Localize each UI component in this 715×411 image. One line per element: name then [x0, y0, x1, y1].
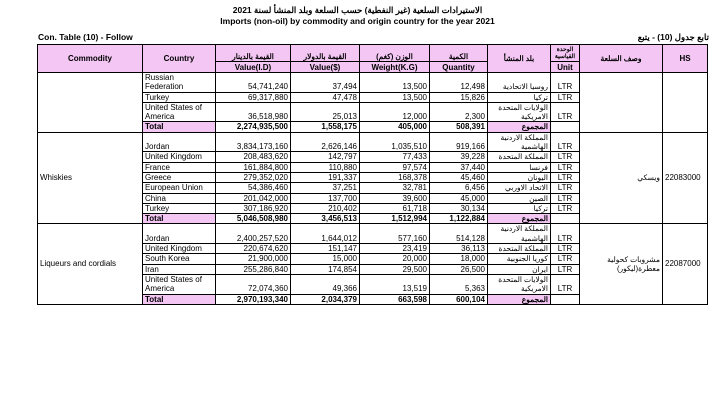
country-cell: Greece: [143, 172, 216, 182]
value-usd-cell: 15,000: [291, 254, 360, 264]
total-quantity: 508,391: [430, 122, 488, 132]
weight-cell: 61,718: [360, 203, 430, 213]
country-cell: China: [143, 193, 216, 203]
table-caption-arabic: تابع جدول (10) - يتبع: [637, 32, 709, 42]
origin-ar-cell: ايران: [488, 264, 551, 274]
value-usd-cell: 191,337: [291, 172, 360, 182]
value-usd-cell: 110,880: [291, 162, 360, 172]
weight-cell: 29,500: [360, 264, 430, 274]
total-value-id: 2,970,193,340: [216, 294, 291, 304]
total-value-usd: 2,034,379: [291, 294, 360, 304]
quantity-cell: 919,166: [430, 132, 488, 152]
quantity-cell: 30,134: [430, 203, 488, 213]
header-origin-ar: بلد المنشأ: [488, 45, 551, 73]
imports-table: [37, 44, 708, 305]
country-cell: European Union: [143, 183, 216, 193]
origin-ar-cell: اليونان: [488, 172, 551, 182]
country-cell: South Korea: [143, 254, 216, 264]
origin-ar-cell: كوريا الجنوبية: [488, 254, 551, 264]
unit-cell: LTR: [551, 264, 580, 274]
origin-ar-cell: تركيا: [488, 203, 551, 213]
total-quantity: 600,104: [430, 294, 488, 304]
value-usd-cell: 210,402: [291, 203, 360, 213]
header-value-id: Value(I.D): [216, 62, 291, 73]
weight-cell: 168,378: [360, 172, 430, 182]
origin-ar-cell: تركيا: [488, 92, 551, 102]
value-id-cell: 3,834,173,160: [216, 132, 291, 152]
quantity-cell: 5,363: [430, 274, 488, 294]
value-usd-cell: 142,797: [291, 152, 360, 162]
origin-ar-cell: المملكة المتحدة: [488, 152, 551, 162]
value-id-cell: 72,074,360: [216, 274, 291, 294]
quantity-cell: 2,300: [430, 102, 488, 122]
value-usd-cell: 37,251: [291, 183, 360, 193]
origin-ar-cell: روسيا الاتحادية: [488, 73, 551, 93]
country-cell: United Kingdom: [143, 152, 216, 162]
value-usd-cell: 2,626,146: [291, 132, 360, 152]
quantity-cell: 18,000: [430, 254, 488, 264]
origin-ar-cell: الولايات المتحدة الامريكية: [488, 274, 551, 294]
quantity-cell: 6,456: [430, 183, 488, 193]
value-id-cell: 220,674,620: [216, 244, 291, 254]
value-id-cell: 255,286,840: [216, 264, 291, 274]
value-id-cell: 161,884,800: [216, 162, 291, 172]
hs-cell: 22087000: [663, 224, 708, 304]
weight-cell: 13,519: [360, 274, 430, 294]
value-id-cell: 54,741,240: [216, 73, 291, 93]
weight-cell: 577,160: [360, 224, 430, 244]
table-caption-english: Con. Table (10) - Follow: [38, 32, 133, 42]
weight-cell: 1,035,510: [360, 132, 430, 152]
commodity-cell: [38, 73, 143, 133]
total-weight: 405,000: [360, 122, 430, 132]
value-id-cell: 307,186,920: [216, 203, 291, 213]
weight-cell: 32,781: [360, 183, 430, 193]
weight-cell: 39,600: [360, 193, 430, 203]
header-country: Country: [143, 45, 216, 73]
unit-cell: LTR: [551, 244, 580, 254]
total-weight: 663,598: [360, 294, 430, 304]
origin-ar-cell: الصين: [488, 193, 551, 203]
unit-cell: LTR: [551, 183, 580, 193]
total-label-ar: المجموع: [488, 294, 551, 304]
quantity-cell: 45,000: [430, 193, 488, 203]
value-usd-cell: 1,644,012: [291, 224, 360, 244]
header-quantity: Quantity: [430, 62, 488, 73]
origin-ar-cell: الولايات المتحدة الامريكية: [488, 102, 551, 122]
total-weight: 1,512,994: [360, 214, 430, 224]
quantity-cell: 514,128: [430, 224, 488, 244]
total-label: Total: [143, 122, 216, 132]
quantity-cell: 12,498: [430, 73, 488, 93]
quantity-cell: 26,500: [430, 264, 488, 274]
total-unit-empty: [551, 294, 580, 304]
hs-cell: [663, 73, 708, 133]
value-usd-cell: 47,478: [291, 92, 360, 102]
country-cell: United Kingdom: [143, 244, 216, 254]
total-value-id: 5,046,508,980: [216, 214, 291, 224]
country-cell: Russian Federation: [143, 73, 216, 93]
table-row: [38, 73, 708, 93]
value-usd-cell: 25,013: [291, 102, 360, 122]
origin-ar-cell: الاتحاد الاوربي: [488, 183, 551, 193]
origin-ar-cell: المملكة الاردنية الهاشمية: [488, 132, 551, 152]
total-label: Total: [143, 294, 216, 304]
country-cell: Turkey: [143, 92, 216, 102]
unit-cell: LTR: [551, 224, 580, 244]
weight-cell: 12,000: [360, 102, 430, 122]
quantity-cell: 45,460: [430, 172, 488, 182]
total-value-usd: 1,558,175: [291, 122, 360, 132]
quantity-cell: 36,113: [430, 244, 488, 254]
value-id-cell: 279,352,020: [216, 172, 291, 182]
weight-cell: 13,500: [360, 73, 430, 93]
value-usd-cell: 49,366: [291, 274, 360, 294]
unit-cell: LTR: [551, 274, 580, 294]
header-quantity-ar: الكمية: [430, 45, 488, 62]
unit-cell: LTR: [551, 73, 580, 93]
weight-cell: 20,000: [360, 254, 430, 264]
value-id-cell: 21,900,000: [216, 254, 291, 264]
quantity-cell: 39,228: [430, 152, 488, 162]
header-weight-ar: الوزن (كغم): [360, 45, 430, 62]
unit-cell: LTR: [551, 172, 580, 182]
arabic-main-title: الاستيرادات السلعية (غير النفطية) حسب السلعة وبلد المنشأ لسنة 2021: [232, 5, 483, 15]
quantity-cell: 15,826: [430, 92, 488, 102]
value-usd-cell: 174,854: [291, 264, 360, 274]
country-cell: United States of America: [143, 102, 216, 122]
weight-cell: 77,433: [360, 152, 430, 162]
total-unit-empty: [551, 214, 580, 224]
unit-cell: LTR: [551, 102, 580, 122]
origin-ar-cell: المملكة المتحدة: [488, 244, 551, 254]
country-cell: Turkey: [143, 203, 216, 213]
quantity-cell: 37,440: [430, 162, 488, 172]
country-cell: United States of America: [143, 274, 216, 294]
value-id-cell: 201,042,000: [216, 193, 291, 203]
header-hs: HS: [663, 45, 708, 73]
unit-cell: LTR: [551, 92, 580, 102]
header-value-usd-ar: القيمة بالدولار: [291, 45, 360, 62]
country-cell: Jordan: [143, 132, 216, 152]
country-cell: France: [143, 162, 216, 172]
value-id-cell: 36,518,980: [216, 102, 291, 122]
unit-cell: LTR: [551, 193, 580, 203]
value-id-cell: 54,386,460: [216, 183, 291, 193]
table-row: [38, 224, 708, 244]
value-usd-cell: 137,700: [291, 193, 360, 203]
header-value-usd: Value($): [291, 62, 360, 73]
header-desc-ar: وصف السلعة: [580, 45, 663, 73]
origin-ar-cell: فرنسا: [488, 162, 551, 172]
hs-cell: 22083000: [663, 132, 708, 224]
total-quantity: 1,122,884: [430, 214, 488, 224]
commodity-cell: Liqueurs and cordials: [38, 224, 143, 304]
unit-cell: LTR: [551, 162, 580, 172]
english-main-title: Imports (non-oil) by commodity and origin country for the year 2021: [220, 16, 495, 26]
value-usd-cell: 37,494: [291, 73, 360, 93]
desc-ar-cell: ويسكي: [580, 132, 663, 224]
table-row: [38, 132, 708, 152]
value-id-cell: 69,317,880: [216, 92, 291, 102]
unit-cell: LTR: [551, 152, 580, 162]
value-id-cell: 208,483,620: [216, 152, 291, 162]
table-caption-bar: [38, 32, 709, 44]
value-usd-cell: 151,147: [291, 244, 360, 254]
weight-cell: 13,500: [360, 92, 430, 102]
header-unit-ar: الوحدة القياسية: [551, 45, 580, 62]
total-label-ar: المجموع: [488, 214, 551, 224]
total-label-ar: المجموع: [488, 122, 551, 132]
header-unit: Unit: [551, 62, 580, 73]
report-titles: [0, 0, 715, 27]
desc-ar-cell: [580, 73, 663, 133]
header-weight: Weight(K.G): [360, 62, 430, 73]
unit-cell: LTR: [551, 203, 580, 213]
total-label: Total: [143, 214, 216, 224]
value-id-cell: 2,400,257,520: [216, 224, 291, 244]
unit-cell: LTR: [551, 254, 580, 264]
weight-cell: 23,419: [360, 244, 430, 254]
table-header: [38, 45, 708, 73]
weight-cell: 97,574: [360, 162, 430, 172]
total-value-usd: 3,456,513: [291, 214, 360, 224]
header-commodity: Commodity: [38, 45, 143, 73]
origin-ar-cell: المملكة الاردنية الهاشمية: [488, 224, 551, 244]
unit-cell: LTR: [551, 132, 580, 152]
total-value-id: 2,274,935,500: [216, 122, 291, 132]
section-whiskies: [38, 132, 708, 224]
section-liqueurs: [38, 224, 708, 304]
country-cell: Iran: [143, 264, 216, 274]
country-cell: Jordan: [143, 224, 216, 244]
commodity-cell: Whiskies: [38, 132, 143, 224]
header-value-id-ar: القيمة بالدينار: [216, 45, 291, 62]
desc-ar-cell: مشروبات كحولية معطرة(ليكور): [580, 224, 663, 304]
total-unit-empty: [551, 122, 580, 132]
section-1: [38, 73, 708, 133]
